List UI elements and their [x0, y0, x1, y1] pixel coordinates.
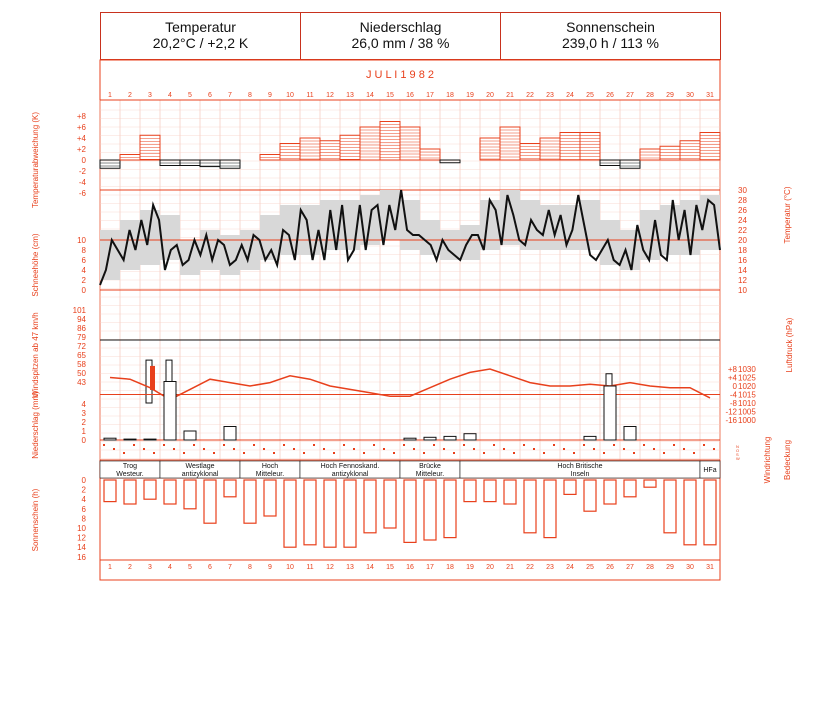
day-label-top: 11	[306, 92, 314, 99]
wind-direction-mark	[313, 444, 315, 446]
weather-type-label: HFa	[703, 467, 717, 474]
temp-tick: 24	[738, 216, 747, 225]
day-label-bottom: 7	[228, 564, 232, 571]
sunshine-bar	[544, 480, 556, 538]
day-label-top: 6	[208, 92, 212, 99]
day-label-bottom: 13	[346, 564, 354, 571]
day-label-bottom: 4	[168, 564, 172, 571]
temp-tick: 14	[738, 266, 747, 275]
day-label-bottom: 2	[128, 564, 132, 571]
wind-direction-mark	[603, 452, 605, 454]
day-label-bottom: 9	[268, 564, 272, 571]
sun-label: Sonnenschein	[566, 19, 655, 35]
pressure-dev-tick: +4	[727, 373, 737, 383]
wind-direction-mark	[233, 448, 235, 450]
wind-letter: W	[736, 456, 740, 461]
day-label-bottom: 16	[406, 564, 414, 571]
snow-tick: 10	[77, 236, 86, 245]
sunshine-bar	[684, 480, 696, 545]
snow-tick: 4	[81, 266, 86, 275]
day-label-top: 19	[466, 92, 474, 99]
wind-tick: 43	[77, 378, 86, 387]
temp-dev-bar	[480, 138, 500, 160]
day-label-bottom: 12	[326, 564, 334, 571]
temp-dev-tick: -2	[78, 167, 86, 176]
wind-direction-mark	[403, 444, 405, 446]
temp-dev-bar	[300, 138, 320, 160]
weather-type-label: Trog	[122, 463, 138, 470]
precip-tick: 0	[81, 436, 86, 445]
sun-tick: 14	[77, 543, 86, 553]
day-label-bottom: 25	[586, 564, 594, 571]
sunshine-bar	[644, 480, 656, 487]
weather-type-label: Hoch	[261, 463, 279, 470]
wind-direction-mark	[293, 448, 295, 450]
wind-direction-mark	[573, 452, 575, 454]
sun-tick: 0	[81, 476, 86, 485]
wind-direction-mark	[303, 452, 305, 454]
wind-letter: N	[736, 444, 739, 449]
wind-direction-mark	[673, 444, 675, 446]
precip-label: Niederschlag	[359, 19, 442, 35]
day-label-bottom: 24	[566, 564, 574, 571]
precip-tick: 2	[81, 418, 86, 427]
temp-tick: 20	[738, 236, 747, 245]
weather-type-label: antizyklonal	[331, 471, 369, 478]
temp-dev-bar	[660, 146, 680, 160]
weather-type-label: Inseln	[570, 471, 590, 478]
wind-direction-mark	[253, 444, 255, 446]
wind-direction-mark	[263, 448, 265, 450]
day-label-bottom: 18	[446, 564, 454, 571]
sunshine-bar	[244, 480, 256, 523]
day-label-top: 10	[286, 92, 294, 99]
temp-dev-tick: +8	[76, 112, 86, 121]
pressure-tick: 1000	[738, 416, 756, 425]
sunshine-bar	[264, 480, 276, 516]
wind-direction-mark	[203, 448, 205, 450]
day-label-top: 31	[706, 92, 714, 99]
day-label-top: 18	[446, 92, 454, 99]
wind-tick: 50	[77, 369, 86, 378]
temp-dev-bar	[560, 133, 580, 161]
precip-value: 26,0 mm / 38 %	[351, 35, 450, 51]
wind-direction-mark	[643, 444, 645, 446]
wind-direction-mark	[513, 452, 515, 454]
day-label-top: 17	[426, 92, 434, 99]
precip-axis-label: Niederschlag (mm)	[31, 391, 40, 459]
day-label-bottom: 17	[426, 564, 434, 571]
wind-direction-mark	[273, 452, 275, 454]
sunshine-bar	[164, 480, 176, 504]
wind-direction-mark	[243, 452, 245, 454]
wind-direction-mark	[153, 452, 155, 454]
wind-direction-mark	[503, 448, 505, 450]
sunshine-bar	[404, 480, 416, 542]
wind-tick: 94	[77, 315, 86, 324]
day-label-bottom: 3	[148, 564, 152, 571]
pressure-tick: 1025	[738, 373, 756, 383]
wind-direction-mark	[553, 444, 555, 446]
month-title: J U L I 1 9 8 2	[365, 69, 435, 81]
weather-type-label: Mitteleur.	[415, 471, 445, 478]
temp-dev-bar	[280, 144, 300, 161]
temp-tick: 22	[738, 226, 747, 235]
wind-direction-mark	[213, 452, 215, 454]
day-label-bottom: 31	[706, 564, 714, 571]
wind-direction-mark	[103, 444, 105, 446]
wind-tick: 79	[77, 333, 86, 342]
wind-direction-mark	[523, 444, 525, 446]
temp-dev-bar	[360, 127, 380, 160]
wind-tick: 65	[77, 351, 86, 360]
wind-direction-mark	[163, 444, 165, 446]
snow-tick: 0	[81, 286, 86, 295]
day-label-bottom: 30	[686, 564, 694, 571]
temp-dev-bar	[400, 127, 420, 160]
temperature-value: 20,2°C / +2,2 K	[152, 35, 249, 51]
sunshine-bar	[224, 480, 236, 497]
precip-bar	[104, 438, 116, 440]
pressure-dev-tick: -12	[725, 407, 737, 417]
precip-bar	[604, 386, 616, 440]
temp-tick: 30	[738, 186, 747, 195]
wind-direction-mark	[173, 448, 175, 450]
wind-direction-mark	[493, 444, 495, 446]
wind-direction-mark	[563, 448, 565, 450]
day-label-top: 28	[646, 92, 654, 99]
pressure-tick: 1020	[738, 382, 756, 391]
day-label-top: 8	[248, 92, 252, 99]
wind-direction-mark	[653, 448, 655, 450]
sunshine-bar	[124, 480, 136, 504]
wind-direction-mark	[113, 448, 115, 450]
sunshine-bar	[604, 480, 616, 504]
day-label-top: 1	[108, 92, 112, 99]
temp-tick: 12	[738, 276, 747, 285]
temp-dev-bar	[100, 160, 120, 168]
temp-dev-bar	[620, 160, 640, 168]
precip-bar	[184, 431, 196, 440]
pressure-dev-tick: 0	[732, 382, 737, 391]
wind-letter: O	[736, 448, 740, 453]
day-label-top: 20	[486, 92, 494, 99]
sunshine-bar	[204, 480, 216, 523]
precip-bar	[224, 427, 236, 441]
wind-direction-mark	[443, 448, 445, 450]
weather-type-label: antizyklonal	[181, 471, 219, 478]
sun-tick: 10	[77, 524, 86, 533]
wind-direction-mark	[193, 444, 195, 446]
wind-direction-mark	[393, 452, 395, 454]
weather-type-label: Hoch Fennoskand.	[320, 463, 380, 470]
sun-tick: 2	[81, 485, 86, 495]
temp-dev-bar	[540, 138, 560, 160]
day-label-top: 21	[506, 92, 514, 99]
temp-dev-bar	[500, 127, 520, 160]
wind-direction-mark	[663, 452, 665, 454]
day-label-top: 15	[386, 92, 394, 99]
sunshine-bar	[304, 480, 316, 545]
pressure-dev-tick: -8	[729, 399, 737, 408]
wind-axis-label: Windspitzen ab 47 km/h	[31, 312, 40, 398]
weather-type-label: Westlage	[185, 463, 215, 470]
wind-tick: 101	[72, 306, 86, 315]
temp-range-band	[600, 220, 620, 265]
wind-direction-mark	[343, 444, 345, 446]
wind-direction-mark	[353, 448, 355, 450]
temp-dev-bar	[580, 133, 600, 161]
sunshine-bar	[624, 480, 636, 497]
day-label-bottom: 15	[386, 564, 394, 571]
temp-dev-bar	[640, 149, 660, 160]
wind-direction-mark	[123, 452, 125, 454]
temp-dev-bar	[220, 160, 240, 168]
day-label-top: 22	[526, 92, 534, 99]
sunshine-bar	[464, 480, 476, 502]
sun-tick: 16	[77, 552, 86, 562]
precip-bar	[624, 427, 636, 441]
weather-type-label: Hoch Britische	[557, 463, 603, 470]
wind-direction-mark	[323, 448, 325, 450]
temp-dev-bar	[440, 160, 460, 163]
day-label-bottom: 29	[666, 564, 674, 571]
sunshine-bar	[284, 480, 296, 547]
temp-range-band	[140, 210, 160, 265]
day-label-top: 12	[326, 92, 334, 99]
sunshine-bar	[384, 480, 396, 528]
day-label-top: 4	[168, 92, 172, 99]
day-label-bottom: 27	[626, 564, 634, 571]
day-label-top: 23	[546, 92, 554, 99]
sunshine-bar	[424, 480, 436, 540]
sunshine-bar	[184, 480, 196, 509]
day-label-top: 26	[606, 92, 614, 99]
sunshine-bar	[144, 480, 156, 499]
pressure-dev-tick: +8	[727, 365, 737, 374]
sunshine-bar	[444, 480, 456, 538]
day-label-bottom: 21	[506, 564, 514, 571]
day-label-top: 13	[346, 92, 354, 99]
day-label-bottom: 23	[546, 564, 554, 571]
sunshine-bar	[564, 480, 576, 494]
snow-axis-label: Schneehöhe (cm)	[31, 233, 40, 297]
pressure-dev-tick: -16	[725, 416, 737, 425]
temp-dev-tick: -6	[78, 189, 86, 198]
day-label-top: 2	[128, 92, 132, 99]
temp-tick: 26	[738, 206, 747, 215]
temp-axis-label: Temperatur (°C)	[783, 186, 792, 244]
temp-range-band	[440, 230, 460, 260]
temp-tick: 28	[738, 196, 747, 205]
temp-dev-bar	[700, 133, 720, 161]
day-label-bottom: 14	[366, 564, 374, 571]
day-label-top: 29	[666, 92, 674, 99]
sunshine-bar	[104, 480, 116, 502]
wind-direction-mark	[613, 444, 615, 446]
sun-tick: 12	[77, 533, 86, 543]
precip-bar	[404, 438, 416, 440]
cloud-cover-label: Bedeckung	[783, 439, 792, 481]
temp-tick: 16	[738, 256, 747, 265]
precip-bar	[464, 434, 476, 440]
wind-tick: 86	[77, 324, 86, 333]
day-label-top: 3	[148, 92, 152, 99]
day-label-top: 16	[406, 92, 414, 99]
wind-direction-label: Windrichtung	[763, 436, 772, 484]
sunshine-bar	[344, 480, 356, 547]
wind-direction-mark	[533, 448, 535, 450]
wind-direction-mark	[683, 448, 685, 450]
day-label-top: 14	[366, 92, 374, 99]
wind-tick: 72	[77, 342, 86, 351]
sunshine-bar	[484, 480, 496, 502]
precip-bar	[144, 439, 156, 440]
sun-value: 239,0 h / 113 %	[561, 35, 660, 51]
pressure-tick: 1030	[738, 365, 756, 374]
wind-direction-mark	[363, 452, 365, 454]
wind-direction-mark	[413, 448, 415, 450]
sunshine-bar	[324, 480, 336, 547]
day-label-bottom: 10	[286, 564, 294, 571]
temp-range-band	[580, 200, 600, 250]
wind-direction-mark	[703, 444, 705, 446]
weather-type-label: Brücke	[419, 463, 441, 470]
temp-dev-tick: 0	[81, 156, 86, 165]
day-label-top: 7	[228, 92, 232, 99]
wind-direction-mark	[433, 444, 435, 446]
wind-direction-mark	[483, 452, 485, 454]
temp-dev-bar	[520, 144, 540, 161]
wind-direction-mark	[583, 444, 585, 446]
temp-range-band	[100, 230, 120, 280]
day-label-bottom: 26	[606, 564, 614, 571]
temp-dev-tick: +2	[76, 145, 86, 154]
wind-direction-mark	[183, 452, 185, 454]
day-label-top: 30	[686, 92, 694, 99]
wind-direction-mark	[453, 452, 455, 454]
wind-direction-mark	[333, 452, 335, 454]
snow-tick: 6	[81, 256, 86, 265]
wind-direction-mark	[633, 452, 635, 454]
wind-direction-mark	[543, 452, 545, 454]
sun-tick: 8	[81, 514, 86, 524]
day-label-bottom: 28	[646, 564, 654, 571]
sunshine-bar	[504, 480, 516, 504]
precip-bar	[424, 437, 436, 440]
snow-tick: 2	[81, 276, 86, 285]
wind-direction-mark	[593, 448, 595, 450]
wind-direction-mark	[223, 444, 225, 446]
wind-direction-mark	[373, 444, 375, 446]
precip-tick: 1	[81, 427, 86, 436]
wind-letter: S	[736, 452, 739, 457]
weather-type-label: Mitteleur.	[255, 471, 285, 478]
wind-direction-mark	[383, 448, 385, 450]
sun-tick: 4	[81, 495, 86, 505]
precip-bar	[124, 439, 136, 440]
temp-range-band	[480, 200, 500, 250]
wind-direction-mark	[713, 448, 715, 450]
sun-tick: 6	[81, 504, 86, 514]
precip-bar	[164, 382, 176, 441]
precip-bar	[584, 436, 596, 440]
sunshine-bar	[584, 480, 596, 511]
temp-dev-axis-label: Temperaturabweichung (K)	[31, 111, 40, 209]
sunshine-bar	[664, 480, 676, 533]
day-label-bottom: 6	[208, 564, 212, 571]
day-label-bottom: 22	[526, 564, 534, 571]
sunshine-bar	[524, 480, 536, 533]
day-label-bottom: 1	[108, 564, 112, 571]
wind-direction-mark	[143, 448, 145, 450]
pressure-axis-label: Luftdruck (hPa)	[785, 317, 794, 373]
wind-direction-mark	[133, 444, 135, 446]
temp-dev-tick: +6	[76, 123, 86, 132]
day-label-top: 24	[566, 92, 574, 99]
sun-axis-label: Sonnenschein (h)	[31, 488, 40, 552]
temperature-label: Temperatur	[165, 19, 236, 35]
wind-direction-mark	[693, 452, 695, 454]
wind-direction-mark	[283, 444, 285, 446]
pressure-dev-tick: -4	[729, 390, 737, 400]
day-label-bottom: 8	[248, 564, 252, 571]
day-label-top: 25	[586, 92, 594, 99]
temp-tick: 18	[738, 246, 747, 255]
wind-direction-mark	[423, 452, 425, 454]
precip-bar	[444, 436, 456, 440]
pressure-tick: 1005	[738, 407, 756, 417]
wind-direction-mark	[623, 448, 625, 450]
temp-dev-tick: +4	[76, 134, 86, 143]
wind-direction-mark	[463, 444, 465, 446]
snow-tick: 8	[81, 246, 86, 255]
sunshine-bar	[704, 480, 716, 545]
day-label-bottom: 5	[188, 564, 192, 571]
day-label-bottom: 19	[466, 564, 474, 571]
wind-direction-mark	[473, 448, 475, 450]
day-label-top: 9	[268, 92, 272, 99]
pressure-tick: 1010	[738, 399, 756, 408]
wind-marker	[150, 366, 155, 390]
day-label-top: 27	[626, 92, 634, 99]
precip-tick: 4	[81, 400, 86, 409]
pressure-tick: 1015	[738, 390, 756, 400]
day-label-top: 5	[188, 92, 192, 99]
day-label-bottom: 20	[486, 564, 494, 571]
temp-tick: 10	[738, 286, 747, 295]
wind-tick: 58	[77, 360, 86, 369]
precip-tick: 3	[81, 409, 86, 418]
sunshine-bar	[364, 480, 376, 533]
temp-dev-tick: -4	[78, 178, 86, 187]
weather-type-label: Westeur.	[116, 471, 144, 478]
day-label-bottom: 11	[306, 564, 314, 571]
temp-dev-bar	[420, 149, 440, 160]
